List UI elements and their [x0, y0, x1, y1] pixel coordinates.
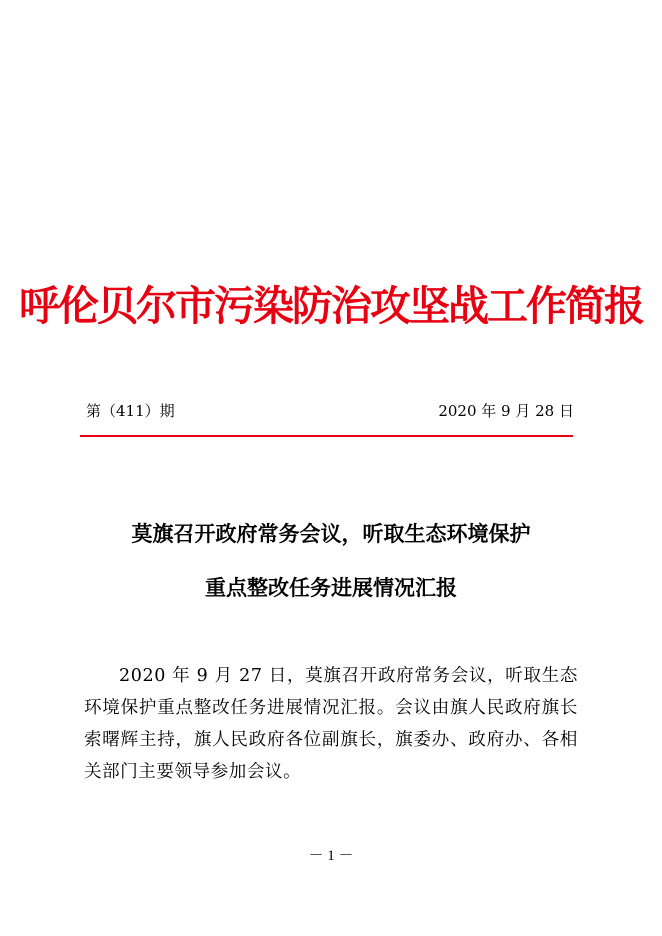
article-body [84, 660, 578, 788]
page-number: － 1 － [308, 848, 354, 864]
issue-number: 第（411）期 [86, 402, 175, 420]
article-headline-line1: 莫旗召开政府常务会议，听取生态环境保护 [131, 521, 531, 546]
issue-date: 2020 年 9 月 28 日 [438, 402, 574, 420]
bulletin-masthead-title: 呼伦贝尔市污染防治攻坚战工作简报 [19, 282, 643, 330]
article-paragraph: 2020 年 9 月 27 日，莫旗召开政府常务会议，听取生态环境保护重点整改任务进展情况汇报。会议由旗人民政府旗长索曙辉主持，旗人民政府各位副旗长，旗委办、政府办、各相关部门主要领导参加会议。 [84, 666, 578, 782]
red-divider-line [80, 435, 573, 437]
article-headline-line2: 重点整改任务进展情况汇报 [205, 575, 457, 600]
issue-info-row [86, 400, 574, 422]
